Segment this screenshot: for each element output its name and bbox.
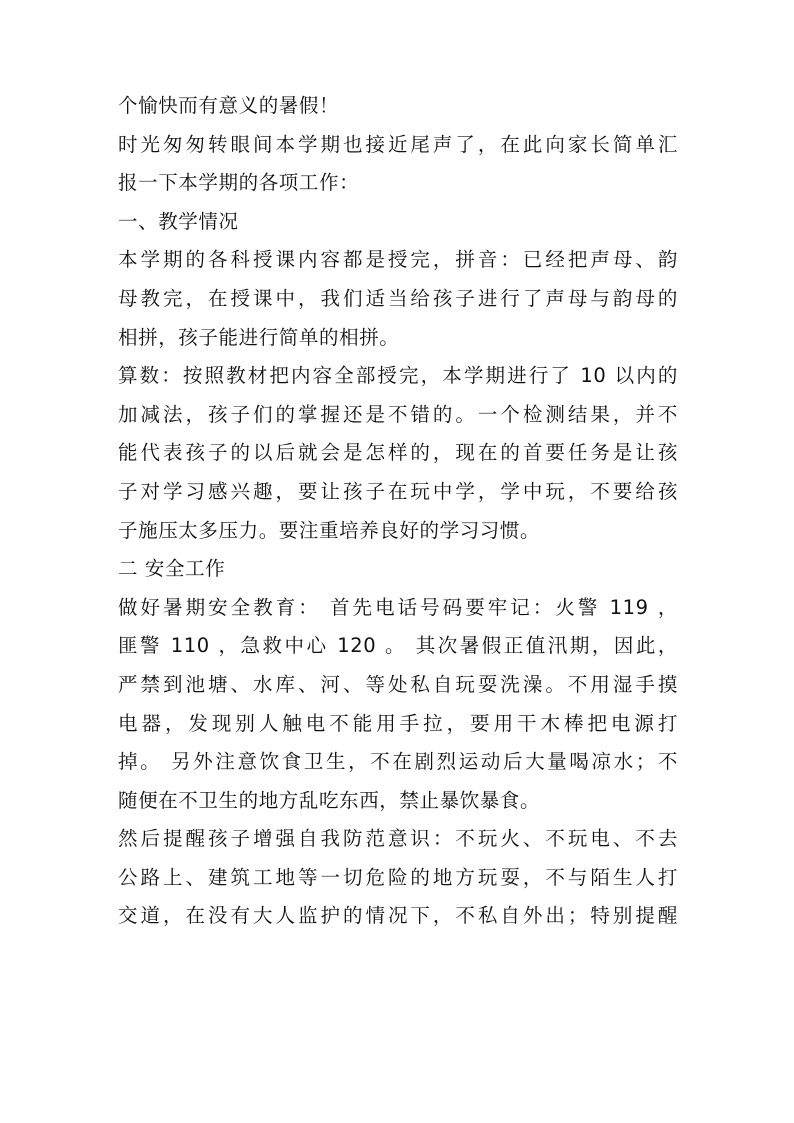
paragraph-line: 公路上、建筑工地等一切危险的地方玩耍，不与陌生人打 — [118, 865, 678, 889]
paragraph-line: 本学期的各科授课内容都是授完，拼音：已经把声母、韵 — [118, 248, 678, 272]
paragraph-line: 做好暑期安全教育： 首先电话号码要牢记：火警 119 ， — [118, 595, 678, 619]
paragraph-line: 相拼，孩子能进行简单的相拼。 — [118, 325, 400, 349]
paragraph-line: 电器，发现别人触电不能用手拉，要用干木棒把电源打 — [118, 711, 678, 735]
paragraph-line: 然后提醒孩子增强自我防范意识：不玩火、不玩电、不去 — [118, 827, 678, 851]
paragraph-line: 随便在不卫生的地方乱吃东西，禁止暴饮暴食。 — [118, 788, 541, 812]
paragraph-line: 掉。 另外注意饮食卫生，不在剧烈运动后大量喝凉水；不 — [118, 750, 678, 774]
paragraph-line: 算数：按照教材把内容全部授完，本学期进行了 10 以内的 — [118, 364, 678, 388]
paragraph-line: 子施压太多压力。要注重培养良好的学习习惯。 — [118, 518, 541, 542]
paragraph-line: 能代表孩子的以后就会是怎样的，现在的首要任务是让孩 — [118, 441, 678, 465]
paragraph-line: 严禁到池塘、水库、河、等处私自玩耍洗澡。不用湿手摸 — [118, 672, 678, 696]
paragraph-line: 母教完，在授课中，我们适当给孩子进行了声母与韵母的 — [118, 286, 678, 310]
paragraph-line: 子对学习感兴趣，要让孩子在玩中学，学中玩，不要给孩 — [118, 479, 678, 503]
paragraph-line: 匪警 110 ，急救中心 120 。 其次暑假正值汛期，因此， — [118, 634, 678, 658]
section-heading: 二 安全工作 — [118, 557, 226, 581]
section-heading: 一、教学情况 — [118, 209, 239, 233]
paragraph-line: 个愉快而有意义的暑假！ — [118, 94, 340, 117]
document-body — [118, 87, 678, 936]
paragraph-line: 时光匆匆转眼间本学期也接近尾声了，在此向家长简单汇 — [118, 132, 678, 156]
paragraph-line: 加减法，孩子们的掌握还是不错的。一个检测结果，并不 — [118, 402, 678, 426]
paragraph-line: 报一下本学期的各项工作： — [118, 171, 360, 195]
paragraph-line: 交道，在没有大人监护的情况下，不私自外出；特别提醒 — [118, 904, 678, 928]
